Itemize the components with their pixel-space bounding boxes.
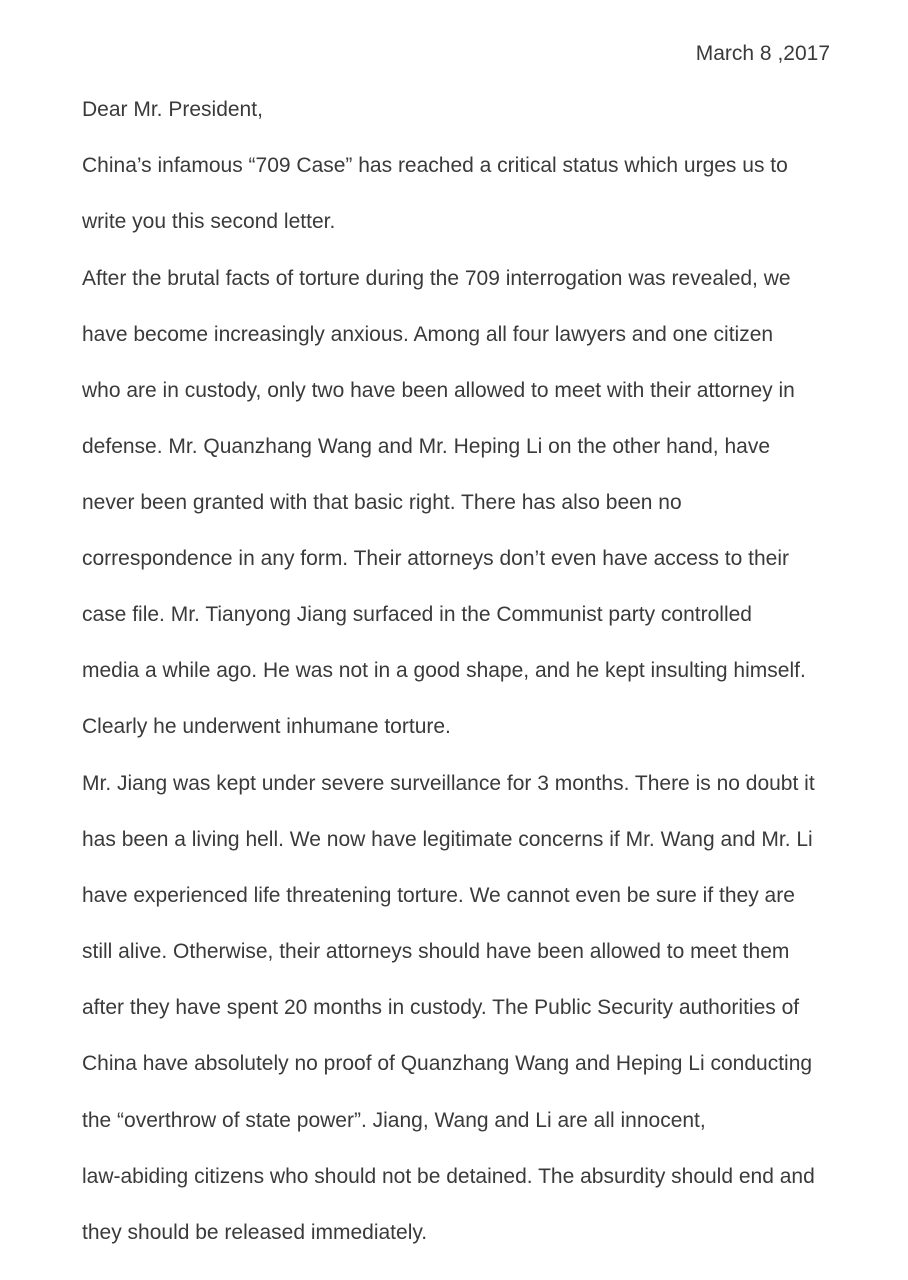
body-line-20: they should be released immediately. bbox=[82, 1221, 428, 1244]
body-line-18: the “overthrow of state power”. Jiang, Wang and Li are all innocent, bbox=[82, 1109, 706, 1132]
body-line-7: never been granted with that basic right. There has also been no bbox=[82, 491, 682, 514]
body-line-16: after they have spent 20 months in custody. The Public Security authorities of bbox=[82, 996, 800, 1019]
body-line-8: correspondence in any form. Their attorneys don’t even have access to their bbox=[82, 547, 789, 570]
body-line-14: have experienced life threatening torture. We cannot even be sure if they are bbox=[82, 884, 795, 907]
body-line-4: have become increasingly anxious. Among all four lawyers and one citizen bbox=[82, 323, 774, 346]
body-line-3: After the brutal facts of torture during the 709 interrogation was revealed, we bbox=[82, 267, 791, 290]
body-line-9: case file. Mr. Tianyong Jiang surfaced in the Communist party controlled bbox=[82, 603, 752, 626]
body-line-10: media a while ago. He was not in a good shape, and he kept insulting himself. bbox=[82, 659, 806, 682]
body-line-6: defense. Mr. Quanzhang Wang and Mr. Heping Li on the other hand, have bbox=[82, 435, 771, 458]
body-line-2: write you this second letter. bbox=[82, 210, 336, 233]
letter-date: March 8 ,2017 bbox=[695, 42, 830, 65]
body-line-17: China have absolutely no proof of Quanzhang Wang and Heping Li conducting bbox=[82, 1052, 813, 1075]
body-line-19: law-abiding citizens who should not be detained. The absurdity should end and bbox=[82, 1165, 815, 1188]
body-line-15: still alive. Otherwise, their attorneys should have been allowed to meet them bbox=[82, 940, 790, 963]
salutation: Dear Mr. President, bbox=[82, 98, 263, 121]
body-line-11: Clearly he underwent inhumane torture. bbox=[82, 715, 451, 738]
body-line-1: China’s infamous “709 Case” has reached a critical status which urges us to bbox=[82, 154, 788, 177]
body-line-12: Mr. Jiang was kept under severe surveillance for 3 months. There is no doubt it bbox=[82, 772, 815, 795]
body-line-5: who are in custody, only two have been allowed to meet with their attorney in bbox=[82, 379, 795, 402]
body-line-13: has been a living hell. We now have legitimate concerns if Mr. Wang and Mr. Li bbox=[82, 828, 813, 851]
